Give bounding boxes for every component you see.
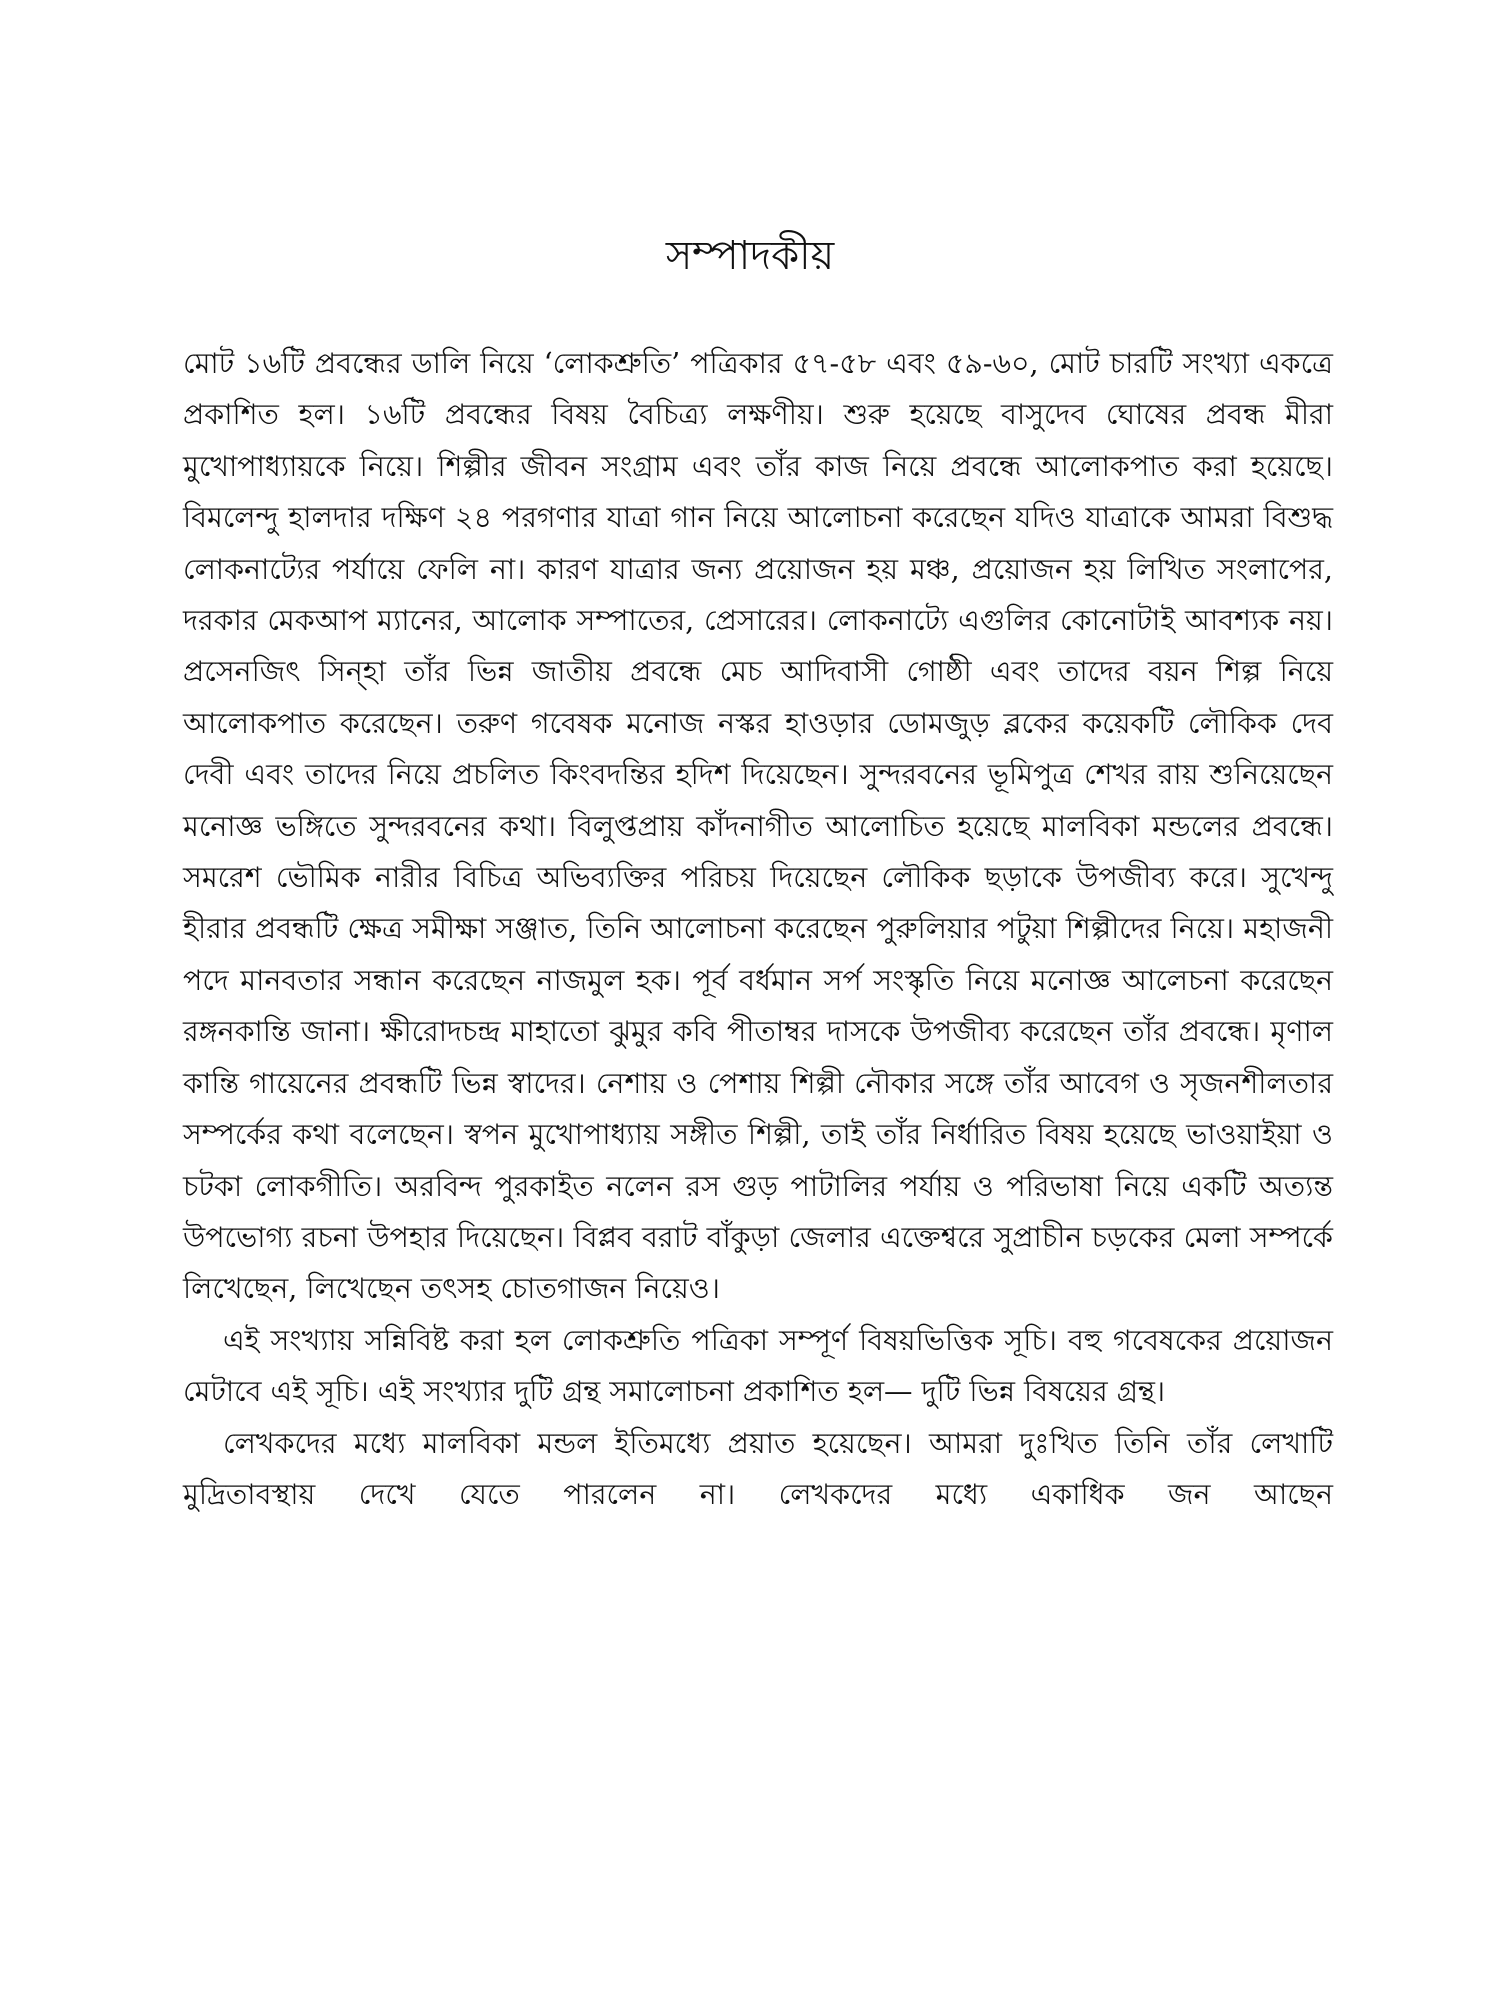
editorial-body	[183, 338, 1333, 1520]
page-title: সম্পাদকীয়	[665, 233, 835, 279]
paragraph-3: লেখকদের মধ্যে মালবিকা মন্ডল ইতিমধ্যে প্রয়াত হয়েছেন। আমরা দুঃখিত তিনি তাঁর লেখাটি মুদ্রিতাবস্থায় দেখে যেতে পারলেন না। লেখকদের মধ্যে একাধিক জন আছেন	[183, 1426, 1333, 1511]
paragraph-1: মোট ১৬টি প্রবন্ধের ডালি নিয়ে ‘লোকশ্রুতি’ পত্রিকার ৫৭-৫৮ এবং ৫৯-৬০, মোট চারটি সংখ্যা একত্রে প্রকাশিত হল। ১৬টি প্রবন্ধের বিষয় বৈচিত্র্য লক্ষণীয়। শুরু হয়েছে বাসুদেব ঘোষের প্রবন্ধ মীরা মুখোপাধ্যায়কে নিয়ে। শিল্পীর জীবন সংগ্রাম এবং তাঁর কাজ নিয়ে প্রবন্ধে আলোকপাত করা হয়েছে। বিমলেন্দু হালদার দক্ষিণ ২৪ পরগণার যাত্রা গান নিয়ে আলোচনা করেছেন যদিও যাত্রাকে আমরা বিশুদ্ধ লোকনাট্যের পর্যায়ে ফেলি না। কারণ যাত্রার জন্য প্রয়োজন হয় মঞ্চ, প্রয়োজন হয় লিখিত সংলাপের, দরকার মেকআপ ম্যানের, আলোক সম্পাতের, প্রেসারের। লোকনাট্যে এগুলির কোনোটাই আবশ্যক নয়। প্রসেনজিৎ সিন্‌হা তাঁর ভিন্ন জাতীয় প্রবন্ধে মেচ আদিবাসী গোষ্ঠী এবং তাদের বয়ন শিল্প নিয়ে আলোকপাত করেছেন। তরুণ গবেষক মনোজ নস্কর হাওড়ার ডোমজুড় ব্লকের কয়েকটি লৌকিক দেব দেবী এবং তাদের নিয়ে প্রচলিত কিংবদন্তির হদিশ দিয়েছেন। সুন্দরবনের ভূমিপুত্র শেখর রায় শুনিয়েছেন মনোজ্ঞ ভঙ্গিতে সুন্দরবনের কথা। বিলুপ্তপ্রায় কাঁদনাগীত আলোচিত হয়েছে মালবিকা মন্ডলের প্রবন্ধে। সমরেশ ভৌমিক নারীর বিচিত্র অভিব্যক্তির পরিচয় দিয়েছেন লৌকিক ছড়াকে উপজীব্য করে। সুখেন্দু হীরার প্রবন্ধটি ক্ষেত্র সমীক্ষা সঞ্জাত, তিনি আলোচনা করেছেন পুরুলিয়ার পটুয়া শিল্পীদের নিয়ে। মহাজনী পদে মানবতার সন্ধান করেছেন নাজমুল হক। পূর্ব বর্ধমান সর্প সংস্কৃতি নিয়ে মনোজ্ঞ আলেচনা করেছেন রঙ্গনকান্তি জানা। ক্ষীরোদচন্দ্র মাহাতো ঝুমুর কবি পীতাম্বর দাসকে উপজীব্য করেছেন তাঁর প্রবন্ধে। মৃণাল কান্তি গায়েনের প্রবন্ধটি ভিন্ন স্বাদের। নেশায় ও পেশায় শিল্পী নৌকার সঙ্গে তাঁর আবেগ ও সৃজনশীলতার সম্পর্কের কথা বলেছেন। স্বপন মুখোপাধ্যায় সঙ্গীত শিল্পী, তাই তাঁর নির্ধারিত বিষয় হয়েছে ভাওয়াইয়া ও চটকা লোকগীতি। অরবিন্দ পুরকাইত নলেন রস গুড় পাটালির পর্যায় ও পরিভাষা নিয়ে একটি অত্যন্ত উপভোগ্য রচনা উপহার দিয়েছেন। বিপ্লব বরাট বাঁকুড়া জেলার এক্তেশ্বরে সুপ্রাচীন চড়কের মেলা সম্পর্কে লিখেছেন, লিখেছেন তৎসহ চোতগাজন নিয়েও।	[183, 347, 1333, 1306]
paragraph-2: এই সংখ্যায় সন্নিবিষ্ট করা হল লোকশ্রুতি পত্রিকা সম্পূর্ণ বিষয়ভিত্তিক সূচি। বহু গবেষকের প্রয়োজন মেটাবে এই সূচি। এই সংখ্যার দুটি গ্রন্থ সমালোচনা প্রকাশিত হল— দুটি ভিন্ন বিষয়ের গ্রন্থ।	[183, 1323, 1333, 1409]
